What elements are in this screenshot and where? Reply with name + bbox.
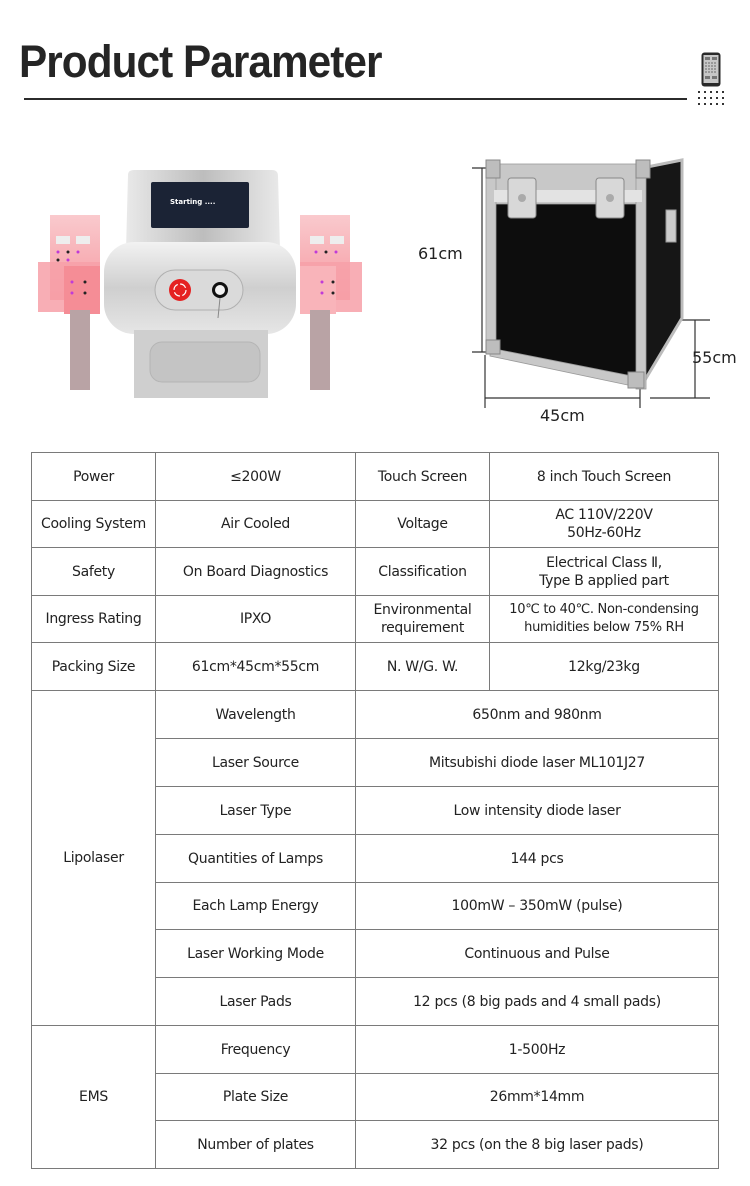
param-value: 100mW – 350mW (pulse) (356, 883, 719, 930)
spec-label: Touch Screen (356, 453, 490, 501)
spec-label: Cooling System (32, 501, 156, 548)
spec-value-line: 10℃ to 40℃. Non-condensing (509, 602, 699, 617)
group-label-lipolaser: Lipolaser (32, 691, 156, 1026)
spec-label: Power (32, 453, 156, 501)
spec-value-line: humidities below 75% RH (524, 620, 684, 635)
case-width-label: 45cm (540, 406, 585, 425)
param-label: Each Lamp Energy (156, 883, 356, 930)
param-value: Low intensity diode laser (356, 787, 719, 835)
spec-label: Packing Size (32, 643, 156, 691)
param-value: 1-500Hz (356, 1026, 719, 1074)
table-row (32, 596, 719, 643)
spec-value-line: Electrical Class Ⅱ, (546, 554, 662, 571)
param-label: Laser Pads (156, 978, 356, 1026)
spec-label: Ingress Rating (32, 596, 156, 643)
spec-label-line: Environmental (373, 602, 472, 618)
table-row (32, 453, 719, 501)
spec-label: Safety (32, 548, 156, 596)
lipolaser-device-image (30, 160, 370, 410)
spec-value: ≤200W (156, 453, 356, 501)
spec-value: 12kg/23kg (490, 643, 719, 691)
param-value: 144 pcs (356, 835, 719, 883)
spec-value: 61cm*45cm*55cm (156, 643, 356, 691)
param-label: Laser Working Mode (156, 930, 356, 978)
spec-value (490, 548, 719, 596)
spec-value-line: AC 110V/220V (555, 507, 653, 523)
param-value: 32 pcs (on the 8 big laser pads) (356, 1121, 719, 1169)
spec-value (490, 596, 719, 643)
param-value: Mitsubishi diode laser ML101J27 (356, 739, 719, 787)
spec-label: Voltage (356, 501, 490, 548)
param-label: Plate Size (156, 1074, 356, 1121)
screen-text: Starting .... (170, 198, 216, 206)
page-title: Product Parameter (19, 36, 382, 87)
spec-value: 8 inch Touch Screen (490, 453, 719, 501)
case-depth-label: 55cm (692, 348, 737, 367)
spec-value: Air Cooled (156, 501, 356, 548)
spec-table (31, 452, 719, 1169)
packing-case-image (410, 150, 750, 430)
spec-value-line: Type B applied part (539, 572, 669, 589)
table-row (32, 548, 719, 596)
spec-value: On Board Diagnostics (156, 548, 356, 596)
param-label: Laser Type (156, 787, 356, 835)
spec-value: IPXO (156, 596, 356, 643)
title-underline (24, 98, 687, 100)
spec-label: Classification (356, 548, 490, 596)
param-label: Wavelength (156, 691, 356, 739)
table-row (32, 643, 719, 691)
spec-label (356, 596, 490, 643)
dot-grid-icon (697, 90, 725, 106)
param-label: Frequency (156, 1026, 356, 1074)
param-label: Quantities of Lamps (156, 835, 356, 883)
table-row (32, 1026, 719, 1074)
phone-icon (701, 52, 721, 87)
param-label: Laser Source (156, 739, 356, 787)
param-value: 650nm and 980nm (356, 691, 719, 739)
param-value: 12 pcs (8 big pads and 4 small pads) (356, 978, 719, 1026)
spec-value (490, 501, 719, 548)
spec-value-line: 50Hz-60Hz (567, 525, 641, 541)
spec-label: N. W/G. W. (356, 643, 490, 691)
param-value: Continuous and Pulse (356, 930, 719, 978)
param-label: Number of plates (156, 1121, 356, 1169)
param-value: 26mm*14mm (356, 1074, 719, 1121)
table-row (32, 691, 719, 739)
group-label-ems: EMS (32, 1026, 156, 1169)
spec-label-line: requirement (380, 620, 465, 636)
table-row (32, 501, 719, 548)
case-height-label: 61cm (418, 244, 463, 263)
